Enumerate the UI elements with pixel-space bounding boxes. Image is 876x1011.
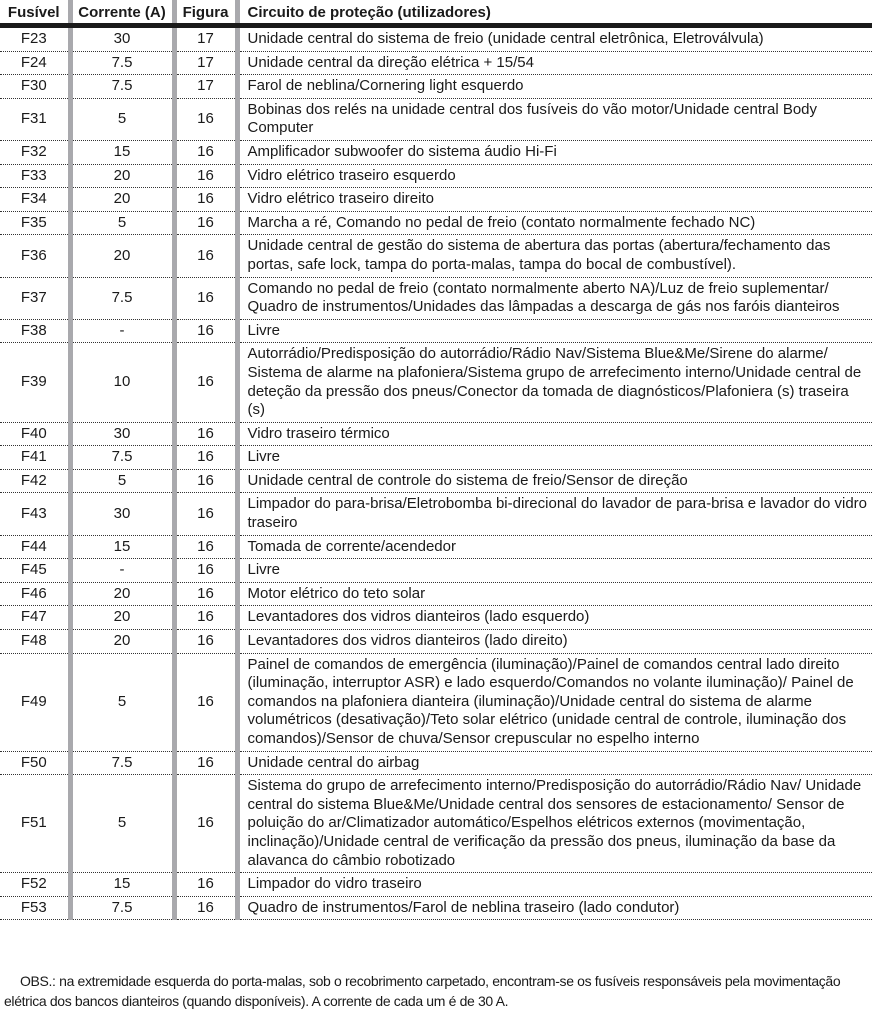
fuse-cell: F42 <box>0 469 70 493</box>
figure-cell: 16 <box>174 469 237 493</box>
fuse-cell: F24 <box>0 51 70 75</box>
circuit-cell: Tomada de corrente/acendedor <box>237 535 872 559</box>
header-circuit: Circuito de proteção (utilizadores) <box>237 0 872 26</box>
circuit-cell: Amplificador subwoofer do sistema áudio Hi-Fi <box>237 140 872 164</box>
header-current: Corrente (A) <box>70 0 174 26</box>
table-row <box>0 775 872 873</box>
figure-cell: 16 <box>174 873 237 897</box>
table-header-row <box>0 0 872 26</box>
figure-cell: 16 <box>174 775 237 873</box>
figure-cell: 16 <box>174 606 237 630</box>
figure-cell: 16 <box>174 188 237 212</box>
circuit-cell: Painel de comandos de emergência (iluminação)/Painel de comandos central lado direito (iluminação, interruptor ASR) e lado esquerdo/Comandos no volante iluminação)/ Painel de comandos na plafoniera dianteira (iluminação)/Unidade central do sistema de alarme volumétricos (desativação)/Teto solar elétrico (unidade central de controle, iluminação dos comandos)/Sensor de chuva/Sensor crepuscular no espelho interno <box>237 653 872 751</box>
current-cell: 7.5 <box>70 277 174 319</box>
circuit-cell: Vidro elétrico traseiro esquerdo <box>237 164 872 188</box>
current-cell: 20 <box>70 606 174 630</box>
header-figure: Figura <box>174 0 237 26</box>
table-row <box>0 751 872 775</box>
figure-cell: 16 <box>174 98 237 140</box>
header-fuse: Fusível <box>0 0 70 26</box>
current-cell: 15 <box>70 535 174 559</box>
fuse-cell: F41 <box>0 446 70 470</box>
fuse-cell: F52 <box>0 873 70 897</box>
figure-cell: 16 <box>174 630 237 654</box>
fuse-cell: F46 <box>0 582 70 606</box>
figure-cell: 16 <box>174 446 237 470</box>
current-cell: 30 <box>70 422 174 446</box>
table-row <box>0 535 872 559</box>
table-row <box>0 319 872 343</box>
fuse-cell: F48 <box>0 630 70 654</box>
current-cell: 30 <box>70 26 174 52</box>
current-cell: 5 <box>70 469 174 493</box>
fuse-cell: F35 <box>0 211 70 235</box>
figure-cell: 16 <box>174 535 237 559</box>
current-cell: 15 <box>70 873 174 897</box>
figure-cell: 16 <box>174 559 237 583</box>
circuit-cell: Unidade central do airbag <box>237 751 872 775</box>
circuit-cell: Limpador do vidro traseiro <box>237 873 872 897</box>
current-cell: 20 <box>70 164 174 188</box>
circuit-cell: Sistema do grupo de arrefecimento interno/Predisposição do autorrádio/Rádio Nav/ Unidade central do sistema Blue&Me/Unidade central dos sensores de estacionamento/ Sensor de poluição do ar/Climatizador automático/Espelhos elétricos externos (movimentação, inclinação)/Unidade central de verificação da pressão dos pneus, iluminação da base da alavanca do câmbio robotizado <box>237 775 872 873</box>
figure-cell: 16 <box>174 235 237 277</box>
circuit-cell: Quadro de instrumentos/Farol de neblina traseiro (lado condutor) <box>237 896 872 920</box>
figure-cell: 16 <box>174 140 237 164</box>
figure-cell: 16 <box>174 896 237 920</box>
fuse-cell: F33 <box>0 164 70 188</box>
fuse-cell: F40 <box>0 422 70 446</box>
fuse-cell: F32 <box>0 140 70 164</box>
current-cell: 15 <box>70 140 174 164</box>
table-row <box>0 164 872 188</box>
figure-cell: 17 <box>174 26 237 52</box>
circuit-cell: Unidade central de controle do sistema de freio/Sensor de direção <box>237 469 872 493</box>
circuit-cell: Levantadores dos vidros dianteiros (lado esquerdo) <box>237 606 872 630</box>
current-cell: 5 <box>70 211 174 235</box>
circuit-cell: Marcha a ré, Comando no pedal de freio (contato normalmente fechado NC) <box>237 211 872 235</box>
circuit-cell: Unidade central de gestão do sistema de abertura das portas (abertura/fechamento das portas, safe lock, tampa do porta-malas, tampa do bocal de combustível). <box>237 235 872 277</box>
circuit-cell: Livre <box>237 559 872 583</box>
current-cell: 5 <box>70 775 174 873</box>
current-cell: - <box>70 559 174 583</box>
fuse-cell: F37 <box>0 277 70 319</box>
figure-cell: 16 <box>174 277 237 319</box>
current-cell: 7.5 <box>70 75 174 99</box>
figure-cell: 17 <box>174 51 237 75</box>
current-cell: 20 <box>70 630 174 654</box>
current-cell: 30 <box>70 493 174 535</box>
table-row <box>0 422 872 446</box>
current-cell: 10 <box>70 343 174 422</box>
figure-cell: 16 <box>174 653 237 751</box>
circuit-cell: Vidro elétrico traseiro direito <box>237 188 872 212</box>
table-row <box>0 446 872 470</box>
circuit-cell: Comando no pedal de freio (contato normalmente aberto NA)/Luz de freio suplementar/ Quadro de instrumentos/Unidades das lâmpadas a descarga de gás nos faróis dianteiros <box>237 277 872 319</box>
table-row <box>0 235 872 277</box>
current-cell: 20 <box>70 188 174 212</box>
fuse-cell: F47 <box>0 606 70 630</box>
current-cell: - <box>70 319 174 343</box>
current-cell: 7.5 <box>70 446 174 470</box>
figure-cell: 16 <box>174 211 237 235</box>
figure-cell: 16 <box>174 422 237 446</box>
current-cell: 7.5 <box>70 51 174 75</box>
table-row <box>0 343 872 422</box>
fuse-cell: F43 <box>0 493 70 535</box>
table-row <box>0 51 872 75</box>
fuse-cell: F53 <box>0 896 70 920</box>
figure-cell: 16 <box>174 164 237 188</box>
circuit-cell: Unidade central do sistema de freio (unidade central eletrônica, Eletroválvula) <box>237 26 872 52</box>
fuse-cell: F51 <box>0 775 70 873</box>
fuse-cell: F34 <box>0 188 70 212</box>
circuit-cell: Livre <box>237 319 872 343</box>
table-row <box>0 606 872 630</box>
fuse-cell: F45 <box>0 559 70 583</box>
table-row <box>0 873 872 897</box>
table-row <box>0 582 872 606</box>
observation-note: OBS.: na extremidade esquerda do porta-malas, sob o recobrimento carpetado, encontram-se os fusíveis responsáveis pela movimentação elétrica dos bancos dianteiros (quando disponíveis). A corrente de cada um é de 30 A. <box>4 973 841 1009</box>
figure-cell: 16 <box>174 343 237 422</box>
current-cell: 5 <box>70 653 174 751</box>
circuit-cell: Farol de neblina/Cornering light esquerdo <box>237 75 872 99</box>
circuit-cell: Levantadores dos vidros dianteiros (lado direito) <box>237 630 872 654</box>
fuse-cell: F30 <box>0 75 70 99</box>
table-row <box>0 469 872 493</box>
circuit-cell: Bobinas dos relés na unidade central dos fusíveis do vão motor/Unidade central Body Computer <box>237 98 872 140</box>
fuse-cell: F49 <box>0 653 70 751</box>
figure-cell: 16 <box>174 493 237 535</box>
circuit-cell: Motor elétrico do teto solar <box>237 582 872 606</box>
figure-cell: 16 <box>174 751 237 775</box>
table-row <box>0 140 872 164</box>
table-row <box>0 559 872 583</box>
figure-cell: 16 <box>174 319 237 343</box>
circuit-cell: Autorrádio/Predisposição do autorrádio/Rádio Nav/Sistema Blue&Me/Sirene do alarme/ Sistema de alarme na plafoniera/Sistema grupo de arrefecimento interno/Unidade central de deteção da pressão dos pneus/Conector da tomada de diagnósticos/Plafoniera (s) traseira (s) <box>237 343 872 422</box>
table-row <box>0 98 872 140</box>
table-body <box>0 26 872 920</box>
figure-cell: 17 <box>174 75 237 99</box>
fuse-cell: F39 <box>0 343 70 422</box>
current-cell: 20 <box>70 235 174 277</box>
fuse-cell: F44 <box>0 535 70 559</box>
circuit-cell: Livre <box>237 446 872 470</box>
table-row <box>0 277 872 319</box>
table-row <box>0 630 872 654</box>
circuit-cell: Vidro traseiro térmico <box>237 422 872 446</box>
table-row <box>0 26 872 52</box>
current-cell: 20 <box>70 582 174 606</box>
table-row <box>0 493 872 535</box>
fuse-cell: F36 <box>0 235 70 277</box>
current-cell: 5 <box>70 98 174 140</box>
fuse-cell: F23 <box>0 26 70 52</box>
current-cell: 7.5 <box>70 751 174 775</box>
fuse-cell: F38 <box>0 319 70 343</box>
table-row <box>0 896 872 920</box>
current-cell: 7.5 <box>70 896 174 920</box>
table-row <box>0 211 872 235</box>
fuse-cell: F50 <box>0 751 70 775</box>
table-row <box>0 75 872 99</box>
circuit-cell: Unidade central da direção elétrica + 15/54 <box>237 51 872 75</box>
fuse-cell: F31 <box>0 98 70 140</box>
figure-cell: 16 <box>174 582 237 606</box>
table-row <box>0 188 872 212</box>
circuit-cell: Limpador do para-brisa/Eletrobomba bi-direcional do lavador de para-brisa e lavador do vidro traseiro <box>237 493 872 535</box>
table-row <box>0 653 872 751</box>
